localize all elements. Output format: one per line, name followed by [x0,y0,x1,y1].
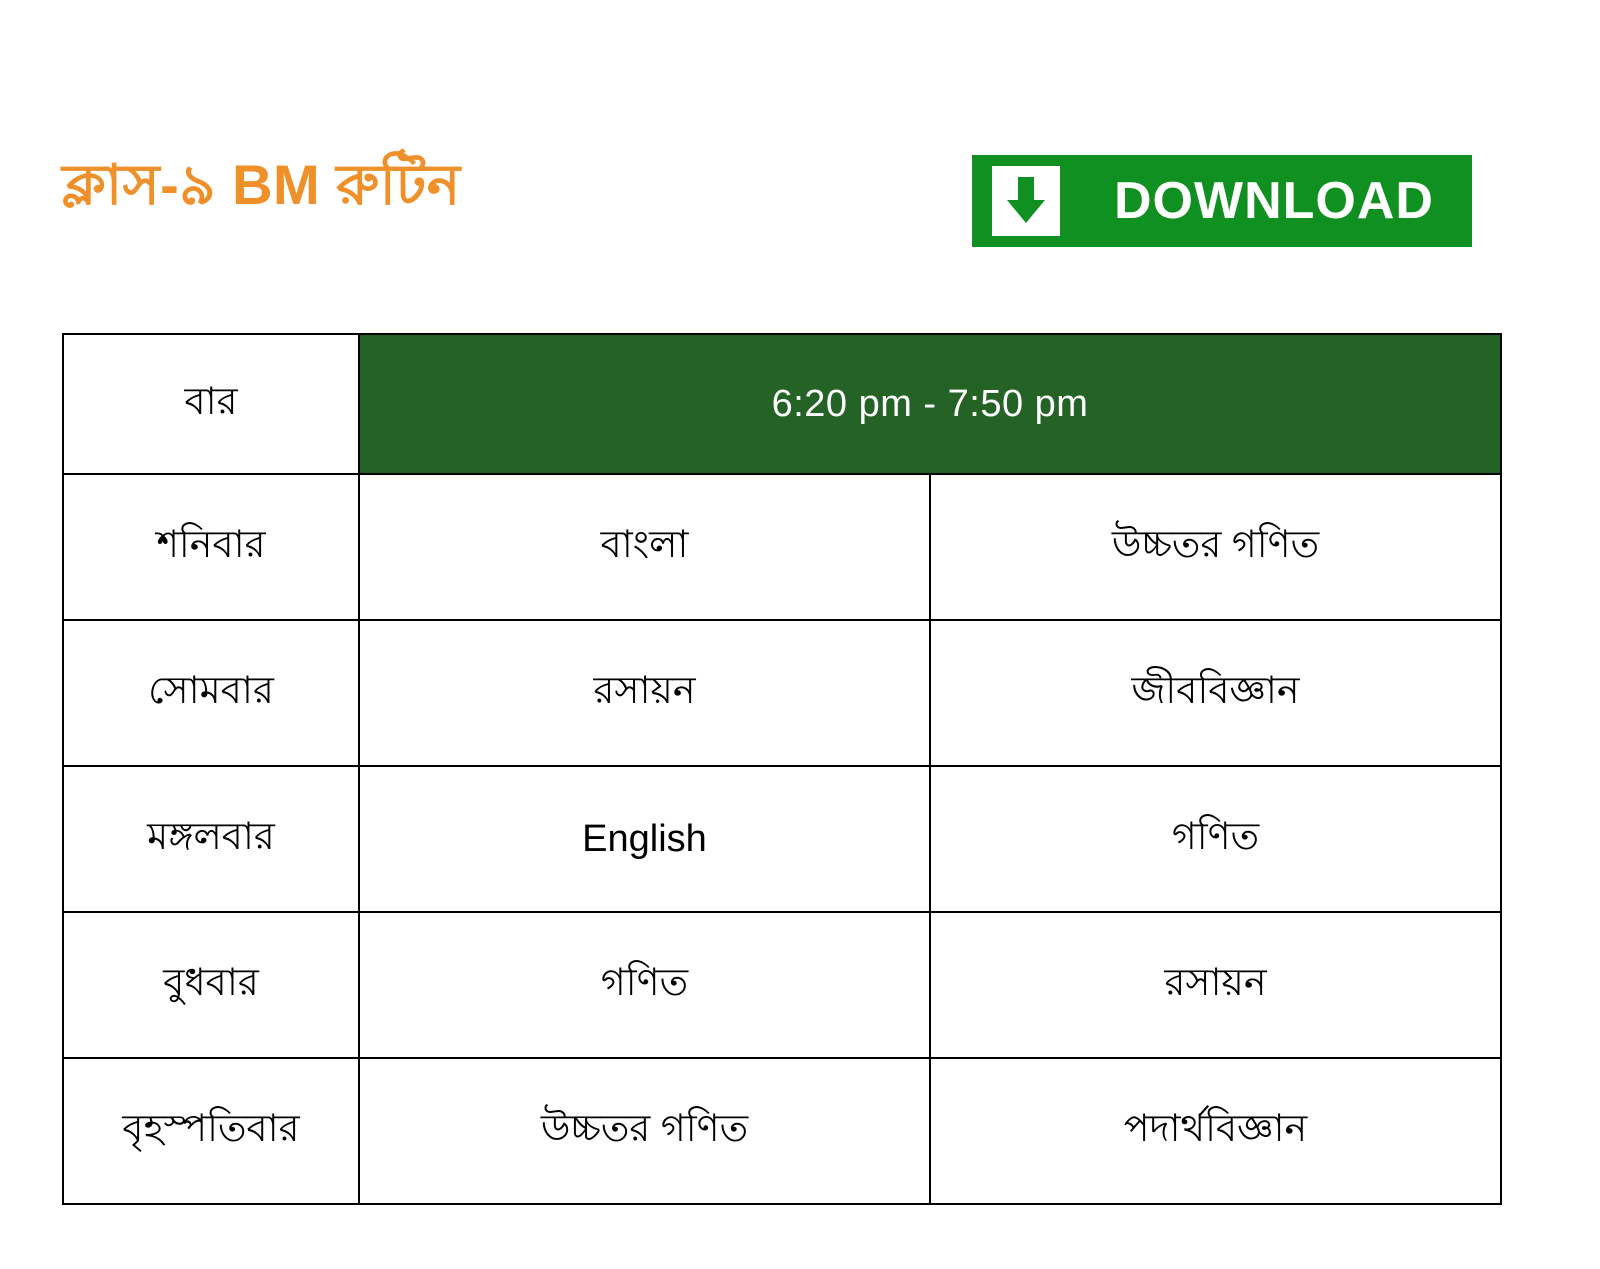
column-header-time: 6:20 pm - 7:50 pm [359,334,1501,474]
row-subject-2: গণিত [930,766,1501,912]
download-button[interactable]: DOWNLOAD [1080,155,1472,247]
table-row [63,912,1501,1058]
row-day: সোমবার [63,620,359,766]
row-day: শনিবার [63,474,359,620]
table-row [63,1058,1501,1204]
page-title: ক্লাস-৯ BM রুটিন [62,153,461,216]
download-control[interactable] [972,155,1472,247]
row-day: বৃহস্পতিবার [63,1058,359,1204]
row-day: মঙ্গলবার [63,766,359,912]
download-arrow-icon [992,166,1060,236]
page-header [0,140,1600,250]
table-header-row [63,334,1501,474]
row-subject-1: উচ্চতর গণিত [359,1058,930,1204]
row-day: বুধবার [63,912,359,1058]
row-subject-2: রসায়ন [930,912,1501,1058]
download-icon-box[interactable] [972,155,1080,247]
row-subject-1: গণিত [359,912,930,1058]
table-row [63,766,1501,912]
row-subject-2: উচ্চতর গণিত [930,474,1501,620]
class-routine-table [62,333,1502,1205]
row-subject-1: বাংলা [359,474,930,620]
row-subject-1: English [359,766,930,912]
row-subject-2: জীববিজ্ঞান [930,620,1501,766]
table-row [63,620,1501,766]
table-row [63,474,1501,620]
column-header-day: বার [63,334,359,474]
row-subject-2: পদার্থবিজ্ঞান [930,1058,1501,1204]
row-subject-1: রসায়ন [359,620,930,766]
